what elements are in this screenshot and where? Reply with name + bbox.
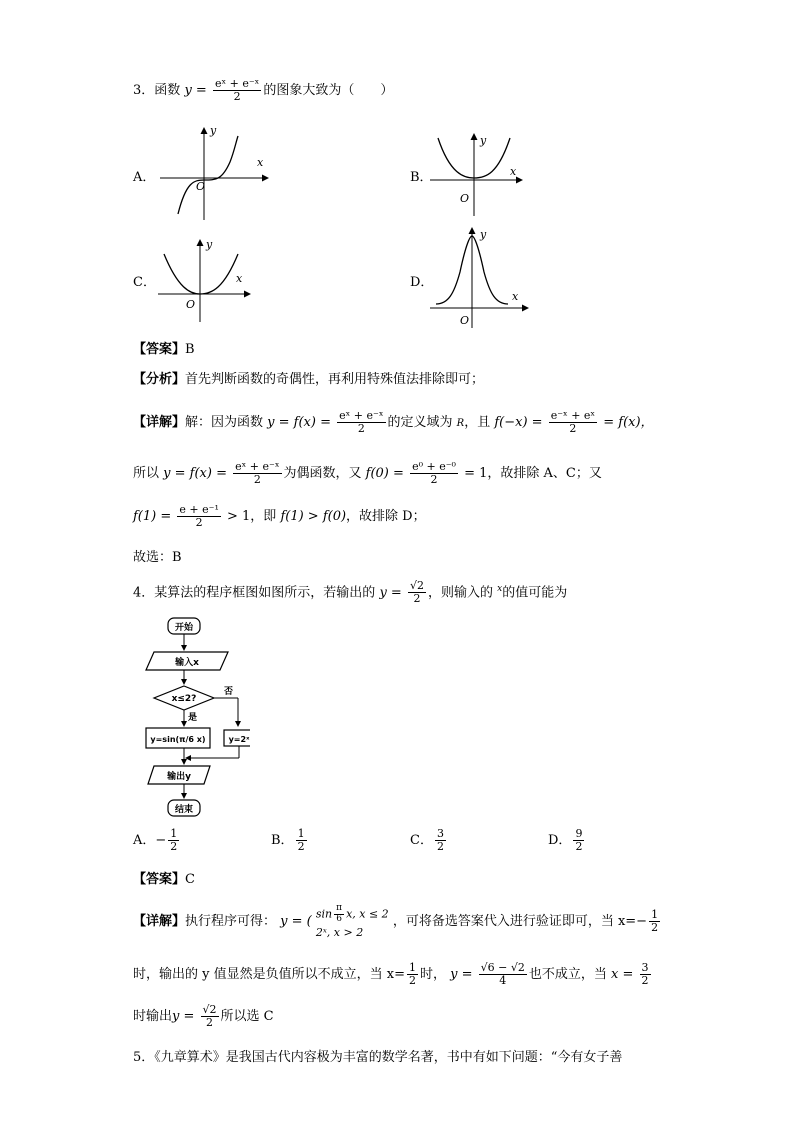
q4-detail-line3: 时输出y = $\frac{√2}{2}$ 所以选 C (133, 1002, 274, 1029)
q5-stem: 5．《九章算术》是我国古代内容极为丰富的数学名著，书中有如下问题：“今有女子善 (133, 1050, 623, 1065)
graph-d (430, 224, 535, 330)
q4-detail-line2: 时，输出的 y 值显然是负值所以不成立，当 x= $\frac{1}{2}$ 时， y = $\frac{√6 - √2}{4}$ 也不成立，当 x = $\frac{3}{2}$ (133, 960, 649, 987)
q3-prefix: 函数 (154, 83, 181, 98)
q3-option-d[interactable]: D． (410, 275, 434, 290)
svg-text:x: x (510, 165, 517, 178)
q3-fraction: $\frac{\text{eˣ + e⁻ˣ}}{2}$ (214, 76, 260, 103)
svg-text:O: O (460, 192, 470, 205)
svg-text:x: x (512, 290, 519, 303)
svg-text:y: y (206, 238, 213, 251)
q3-detail-line1: 【详解】解：因为函数 y = f(x) = $\frac{\text{eˣ + e⁻ˣ}}{2}$ 的定义域为 R，且 f(−x) = $\frac{\text{e⁻ˣ + eˣ}}{2}$ = f(x)， (133, 408, 654, 435)
svg-text:结束: 结束 (174, 805, 194, 815)
q3-option-c[interactable]: C． (133, 275, 156, 290)
svg-text:输入x: 输入x (175, 658, 199, 668)
svg-text:x: x (257, 156, 264, 169)
graph-c (158, 236, 258, 326)
q3-stem: 3．函数 y = $\frac{\text{eˣ + e⁻ˣ}}{2}$ 的图象大致为（ ） (133, 76, 394, 103)
q4-answer: 【答案】C (133, 872, 195, 887)
svg-text:x: x (236, 272, 243, 285)
q3-detail-line2: 所以 y = f(x) = $\frac{\text{eˣ + e⁻ˣ}}{2}$ 为偶函数，又 f(0) = $\frac{\text{e⁰ + e⁻⁰}}{2}$ = 1，故排除 A、C；又 (133, 459, 602, 486)
q4-option-a[interactable]: A．− $\frac{1}{2}$ (133, 826, 178, 853)
q3-option-b[interactable]: B． (410, 170, 433, 185)
svg-text:y: y (480, 228, 487, 241)
q4-stem: 4．某算法的程序框图如图所示，若输出的 y = $\frac{√2}{2}$ ，则输入的 $^x$的值可能为 (133, 579, 568, 606)
graph-b (430, 130, 530, 220)
svg-text:输出y: 输出y (167, 772, 191, 782)
q3-suffix: 的图象大致为（ ） (263, 83, 394, 98)
q4-detail-line1: 【详解】执行程序可得： y = ( sin $\frac{\pi}{6}$ x, x ≤ 2 2ˣ, x > 2 ，可将备选答案代入进行验证即可，当 x=− $\frac{1}{2}$ (133, 903, 659, 939)
svg-text:否: 否 (224, 687, 234, 697)
svg-text:y=sin(π/6 x): y=sin(π/6 x) (150, 735, 206, 744)
q4-option-b[interactable]: B． $\frac{1}{2}$ (271, 826, 305, 853)
q4-option-d[interactable]: D． $\frac{9}{2}$ (548, 826, 583, 853)
q3-number: 3． (133, 83, 155, 98)
svg-text:y=2ˣ: y=2ˣ (228, 735, 250, 744)
svg-text:O: O (186, 298, 196, 311)
q3-answer: 【答案】B (133, 342, 195, 357)
q3-option-a[interactable]: A． (133, 170, 156, 185)
q4-option-c[interactable]: C． $\frac{3}{2}$ (410, 826, 444, 853)
piecewise: sin $\frac{\pi}{6}$ x, x ≤ 2 2ˣ, x > 2 (315, 903, 389, 939)
flowchart (140, 612, 250, 822)
svg-text:是: 是 (188, 713, 198, 723)
q3-conclusion: 故选：B (133, 550, 182, 565)
q3-detail-line3: f(1) = $\frac{\text{e + e⁻¹}}{2}$ > 1，即 f(1) > f(0)，故排除 D； (133, 502, 426, 529)
svg-text:y: y (480, 134, 487, 147)
svg-text:O: O (196, 180, 206, 193)
svg-text:开始: 开始 (174, 623, 194, 633)
q3-analysis: 【分析】首先判断函数的奇偶性，再利用特殊值法排除即可； (133, 372, 485, 387)
graph-a (160, 122, 275, 222)
svg-text:y: y (210, 124, 217, 137)
svg-text:x≤2?: x≤2? (171, 694, 197, 704)
svg-text:O: O (460, 314, 470, 327)
